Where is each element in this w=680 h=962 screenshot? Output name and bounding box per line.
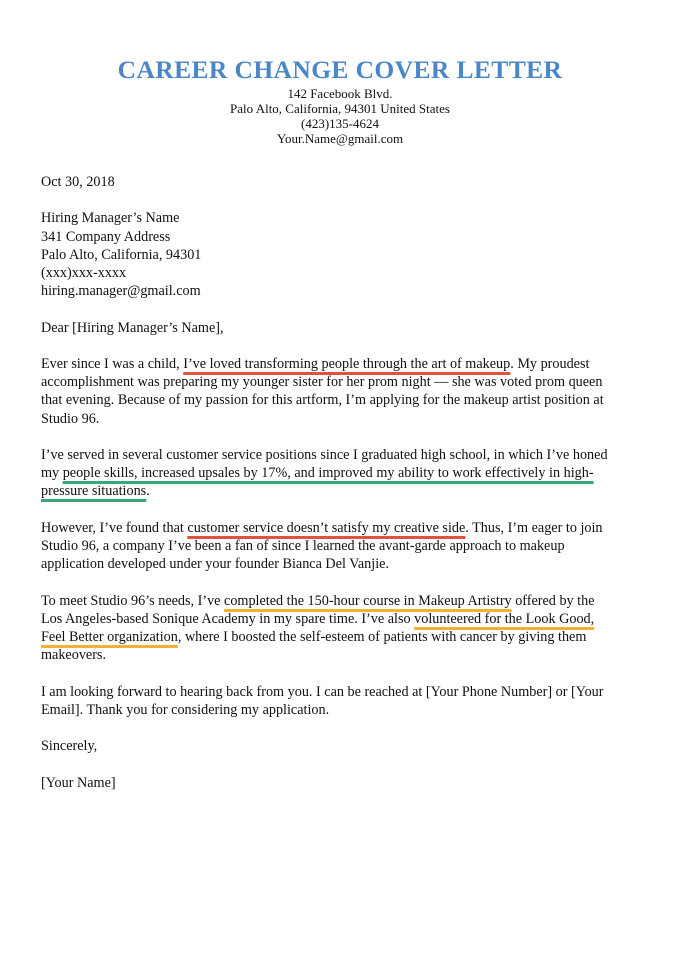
recipient-phone: (xxx)xxx-xxxx <box>41 265 127 281</box>
p4-text: Los Angeles-based Sonique Academy in my spare time. I’ve also <box>41 610 415 627</box>
highlight-red: I’ve loved transforming people through the art of makeup <box>183 355 511 372</box>
p5-line: I am looking forward to hearing back from you. I can be reached at [Your Phone Number] or [Your <box>41 683 604 700</box>
p2-line: I’ve served in several customer service positions since I graduated high school, in which I’ve honed <box>41 446 608 463</box>
recipient-email: hiring.manager@gmail.com <box>41 283 201 300</box>
recipient-address: 341 Company Address <box>41 228 171 245</box>
p1-text: . My proudest <box>510 355 590 372</box>
p5-line: Email]. Thank you for considering my application. <box>41 701 330 718</box>
p2-text: my <box>41 465 63 482</box>
p3-line: application developed under your founder Bianca Del Vanjie. <box>41 556 390 573</box>
p3-text: . Thus, I’m eager to join <box>465 519 603 536</box>
p1-line: accomplishment was preparing my younger sister for her prom night — she was voted prom queen <box>41 374 603 391</box>
highlight-yellow: volunteered for the Look Good, <box>414 610 595 627</box>
letter-body <box>41 173 641 792</box>
p3-text: However, I’ve found that <box>41 519 188 536</box>
signature: [Your Name] <box>41 774 116 791</box>
sender-address-line2: Palo Alto, California, 94301 United States <box>230 101 450 116</box>
p1-text: Ever since I was a child, <box>41 355 184 372</box>
p3-line: Studio 96, a company I’ve been a fan of since I learned the avant-garde approach to makeup <box>41 537 565 554</box>
closing: Sincerely, <box>41 738 98 755</box>
highlight-green: people skills, increased upsales by 17%, and improved my ability to work effectively in high- <box>62 465 594 482</box>
paragraph-1 <box>41 355 641 428</box>
recipient-name: Hiring Manager’s Name <box>41 210 180 227</box>
page-title: CAREER CHANGE COVER LETTER <box>117 55 563 84</box>
letter-date: Oct 30, 2018 <box>41 174 115 190</box>
paragraph-3 <box>41 519 641 574</box>
p4-text: To meet Studio 96’s needs, I’ve <box>41 592 225 609</box>
sender-email: Your.Name@gmail.com <box>276 131 404 146</box>
sender-phone: (423)135-4624 <box>301 116 379 131</box>
recipient-block <box>41 209 641 300</box>
salutation: Dear [Hiring Manager’s Name], <box>41 319 224 336</box>
p2-text: . <box>146 483 150 500</box>
p4-text: , where I boosted the self-esteem of patients with cancer by giving them <box>177 628 587 645</box>
paragraph-5 <box>41 683 641 719</box>
highlight-red: customer service doesn’t satisfy my creative side <box>187 519 466 536</box>
paragraph-2 <box>41 446 641 501</box>
p1-line: that evening. Because of my passion for this artform, I’m applying for the makeup artist position at <box>41 392 604 409</box>
p4-text: offered by the <box>511 592 595 609</box>
highlight-green: pressure situations <box>41 483 147 500</box>
sender-address-line1: 142 Facebook Blvd. <box>287 86 393 101</box>
sender-contact <box>0 86 680 146</box>
recipient-city: Palo Alto, California, 94301 <box>41 246 202 263</box>
highlight-yellow: Feel Better organization <box>41 628 178 645</box>
highlight-yellow: completed the 150-hour course in Makeup Artistry <box>224 592 512 609</box>
p1-line: Studio 96. <box>41 410 100 427</box>
p4-line: makeovers. <box>41 647 107 664</box>
paragraph-4 <box>41 592 641 665</box>
